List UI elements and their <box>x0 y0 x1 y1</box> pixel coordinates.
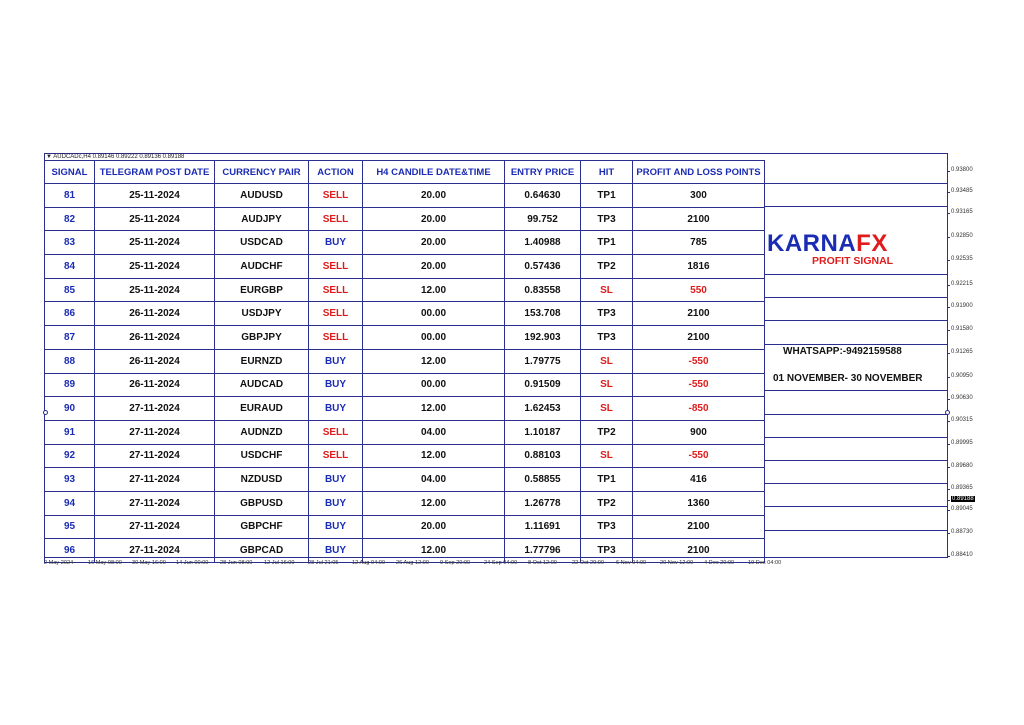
post-date: 27-11-2024 <box>95 491 215 515</box>
time-tick: 6 Nov 04:00 <box>616 560 647 566</box>
price-tick: 0.93165 <box>951 209 973 215</box>
entry-price: 1.40988 <box>505 231 581 255</box>
post-date: 27-11-2024 <box>95 397 215 421</box>
action: BUY <box>309 349 363 373</box>
time-tick: 2 May 2024 <box>44 560 74 566</box>
table-row <box>45 255 765 279</box>
action: SELL <box>309 326 363 350</box>
signal-number: 91 <box>45 420 95 444</box>
hit-status: TP3 <box>581 515 633 539</box>
price-tick: 0.92850 <box>951 233 973 239</box>
action: BUY <box>309 539 363 563</box>
column-header: HIT <box>581 161 633 184</box>
price-tick: 0.88730 <box>951 529 973 535</box>
table-row <box>45 278 765 302</box>
price-tick: 0.92215 <box>951 281 973 287</box>
post-date: 25-11-2024 <box>95 207 215 231</box>
time-tick: 19 Dec 04:00 <box>748 560 782 566</box>
post-date: 25-11-2024 <box>95 231 215 255</box>
price-tick: 0.91580 <box>951 326 973 332</box>
currency-pair: GBPUSD <box>215 491 309 515</box>
column-header: CURRENCY PAIR <box>215 161 309 184</box>
divider <box>764 274 948 275</box>
points: 300 <box>633 184 765 208</box>
time-tick: 12 Aug 04:00 <box>352 560 385 566</box>
points: 416 <box>633 468 765 492</box>
post-date: 27-11-2024 <box>95 515 215 539</box>
post-date: 26-11-2024 <box>95 373 215 397</box>
price-tick: 0.90630 <box>951 395 973 401</box>
signal-number: 86 <box>45 302 95 326</box>
hit-status: SL <box>581 278 633 302</box>
time-tick: 8 Oct 12:00 <box>528 560 557 566</box>
price-tick: 0.89045 <box>951 506 973 512</box>
points: 1816 <box>633 255 765 279</box>
post-date: 25-11-2024 <box>95 184 215 208</box>
currency-pair: AUDJPY <box>215 207 309 231</box>
points: -550 <box>633 444 765 468</box>
hit-status: SL <box>581 349 633 373</box>
action: SELL <box>309 302 363 326</box>
entry-price: 0.57436 <box>505 255 581 279</box>
candle-time: 04.00 <box>363 420 505 444</box>
currency-pair: EURAUD <box>215 397 309 421</box>
candle-time: 12.00 <box>363 539 505 563</box>
candle-time: 20.00 <box>363 184 505 208</box>
points: -550 <box>633 373 765 397</box>
brand-logo <box>767 230 888 258</box>
points: -850 <box>633 397 765 421</box>
time-tick: 22 Oct 20:00 <box>572 560 605 566</box>
price-tick: 0.92535 <box>951 256 973 262</box>
action: BUY <box>309 397 363 421</box>
time-tick: 28 Jul 21:05 <box>308 560 339 566</box>
points: 900 <box>633 420 765 444</box>
signal-number: 95 <box>45 515 95 539</box>
time-tick: 16 May 08:00 <box>88 560 122 566</box>
price-tick: 0.89680 <box>951 463 973 469</box>
divider <box>764 183 948 184</box>
price-tick: 0.88410 <box>951 552 973 558</box>
candle-time: 00.00 <box>363 302 505 326</box>
currency-pair: EURNZD <box>215 349 309 373</box>
brand-column <box>764 160 948 558</box>
time-tick: 28 Jun 08:00 <box>220 560 253 566</box>
points: 2100 <box>633 302 765 326</box>
candle-time: 12.00 <box>363 444 505 468</box>
price-tick: 0.93800 <box>951 167 973 173</box>
currency-pair: EURGBP <box>215 278 309 302</box>
hit-status: TP3 <box>581 207 633 231</box>
entry-price: 1.77796 <box>505 539 581 563</box>
hit-status: SL <box>581 373 633 397</box>
currency-pair: AUDNZD <box>215 420 309 444</box>
currency-pair: USDJPY <box>215 302 309 326</box>
signal-number: 89 <box>45 373 95 397</box>
points: 1360 <box>633 491 765 515</box>
hit-status: TP2 <box>581 491 633 515</box>
post-date: 27-11-2024 <box>95 444 215 468</box>
entry-price: 99.752 <box>505 207 581 231</box>
points: 2100 <box>633 207 765 231</box>
signals-table <box>44 160 765 563</box>
table-row <box>45 373 765 397</box>
currency-pair: AUDUSD <box>215 184 309 208</box>
action: SELL <box>309 278 363 302</box>
signal-number: 82 <box>45 207 95 231</box>
signal-number: 88 <box>45 349 95 373</box>
points: 2100 <box>633 515 765 539</box>
entry-price: 1.26778 <box>505 491 581 515</box>
points: 2100 <box>633 539 765 563</box>
price-tick: 0.90315 <box>951 417 973 423</box>
candle-time: 20.00 <box>363 231 505 255</box>
brand-name-part1: KARNA <box>767 230 857 257</box>
post-date: 27-11-2024 <box>95 468 215 492</box>
signal-number: 87 <box>45 326 95 350</box>
entry-price: 1.11691 <box>505 515 581 539</box>
divider <box>764 460 948 461</box>
table-row <box>45 468 765 492</box>
table-row <box>45 302 765 326</box>
table-row <box>45 231 765 255</box>
action: BUY <box>309 515 363 539</box>
time-tick: 12 Jul 16:00 <box>264 560 295 566</box>
table-row <box>45 207 765 231</box>
post-date: 26-11-2024 <box>95 302 215 326</box>
table-row <box>45 397 765 421</box>
action: BUY <box>309 468 363 492</box>
candle-time: 00.00 <box>363 373 505 397</box>
entry-price: 0.58855 <box>505 468 581 492</box>
column-header: H4 CANDILE DATE&TIME <box>363 161 505 184</box>
report-period: 01 NOVEMBER- 30 NOVEMBER <box>773 373 923 384</box>
time-tick: 9 Sep 20:00 <box>440 560 471 566</box>
time-tick: 14 Jun 00:00 <box>176 560 209 566</box>
divider <box>764 414 948 415</box>
entry-price: 0.88103 <box>505 444 581 468</box>
candle-time: 20.00 <box>363 255 505 279</box>
currency-pair: GBPJPY <box>215 326 309 350</box>
entry-price: 0.83558 <box>505 278 581 302</box>
column-header: ENTRY PRICE <box>505 161 581 184</box>
action: SELL <box>309 255 363 279</box>
divider <box>764 206 948 207</box>
points: 2100 <box>633 326 765 350</box>
table-row <box>45 349 765 373</box>
currency-pair: NZDUSD <box>215 468 309 492</box>
signal-number: 81 <box>45 184 95 208</box>
hit-status: TP1 <box>581 231 633 255</box>
points: 785 <box>633 231 765 255</box>
divider <box>764 483 948 484</box>
table-row <box>45 444 765 468</box>
time-tick: 4 Dec 20:00 <box>704 560 735 566</box>
column-header: TELEGRAM POST DATE <box>95 161 215 184</box>
candle-time: 12.00 <box>363 349 505 373</box>
table-row <box>45 326 765 350</box>
currency-pair: USDCHF <box>215 444 309 468</box>
entry-price: 153.708 <box>505 302 581 326</box>
price-tick: 0.89995 <box>951 440 973 446</box>
hit-status: TP3 <box>581 326 633 350</box>
entry-price: 0.64630 <box>505 184 581 208</box>
signal-number: 83 <box>45 231 95 255</box>
action: BUY <box>309 373 363 397</box>
divider <box>764 506 948 507</box>
signal-number: 93 <box>45 468 95 492</box>
action: BUY <box>309 491 363 515</box>
signal-number: 90 <box>45 397 95 421</box>
action: SELL <box>309 207 363 231</box>
signal-number: 84 <box>45 255 95 279</box>
hit-status: TP1 <box>581 184 633 208</box>
time-axis <box>44 560 948 570</box>
currency-pair: AUDCHF <box>215 255 309 279</box>
hit-status: TP3 <box>581 539 633 563</box>
entry-price: 1.62453 <box>505 397 581 421</box>
price-tick: 0.91900 <box>951 303 973 309</box>
candle-time: 20.00 <box>363 207 505 231</box>
signal-number: 96 <box>45 539 95 563</box>
brand-tagline: PROFIT SIGNAL <box>812 255 894 267</box>
divider <box>764 390 948 391</box>
price-axis <box>948 153 988 558</box>
post-date: 26-11-2024 <box>95 326 215 350</box>
entry-price: 192.903 <box>505 326 581 350</box>
entry-price: 0.91509 <box>505 373 581 397</box>
table-row <box>45 491 765 515</box>
hit-status: SL <box>581 397 633 421</box>
table-header-row <box>45 161 765 184</box>
signal-number: 92 <box>45 444 95 468</box>
action: SELL <box>309 184 363 208</box>
post-date: 27-11-2024 <box>95 539 215 563</box>
action: SELL <box>309 420 363 444</box>
candle-time: 12.00 <box>363 491 505 515</box>
hit-status: TP1 <box>581 468 633 492</box>
currency-pair: GBPCAD <box>215 539 309 563</box>
table-body <box>45 184 765 563</box>
currency-pair: AUDCAD <box>215 373 309 397</box>
signal-number: 85 <box>45 278 95 302</box>
currency-pair: GBPCHF <box>215 515 309 539</box>
column-header: ACTION <box>309 161 363 184</box>
price-tick: 0.93485 <box>951 188 973 194</box>
candle-time: 00.00 <box>363 326 505 350</box>
hit-status: SL <box>581 444 633 468</box>
candle-time: 12.00 <box>363 397 505 421</box>
table-row <box>45 539 765 563</box>
table-row <box>45 515 765 539</box>
time-tick: 26 Aug 12:00 <box>396 560 429 566</box>
time-tick: 30 May 16:00 <box>132 560 166 566</box>
table-row <box>45 420 765 444</box>
action: SELL <box>309 444 363 468</box>
column-header: SIGNAL <box>45 161 95 184</box>
signal-number: 94 <box>45 491 95 515</box>
price-tick: 0.89365 <box>951 485 973 491</box>
column-header: PROFIT AND LOSS POINTS <box>633 161 765 184</box>
whatsapp-contact: WHATSAPP:-9492159588 <box>783 346 902 357</box>
post-date: 27-11-2024 <box>95 420 215 444</box>
divider <box>764 530 948 531</box>
entry-price: 1.10187 <box>505 420 581 444</box>
candle-time: 20.00 <box>363 515 505 539</box>
divider <box>764 320 948 321</box>
divider <box>764 344 948 345</box>
divider <box>764 297 948 298</box>
entry-price: 1.79775 <box>505 349 581 373</box>
post-date: 25-11-2024 <box>95 278 215 302</box>
action: BUY <box>309 231 363 255</box>
candle-time: 04.00 <box>363 468 505 492</box>
price-tick: 0.91265 <box>951 349 973 355</box>
divider <box>764 437 948 438</box>
post-date: 25-11-2024 <box>95 255 215 279</box>
chart-symbol-header: ▼ AUDCADc,H4 0.89146 0.89222 0.89136 0.89188 <box>46 154 185 160</box>
time-tick: 24 Sep 04:00 <box>484 560 518 566</box>
hit-status: TP2 <box>581 420 633 444</box>
table-row <box>45 184 765 208</box>
post-date: 26-11-2024 <box>95 349 215 373</box>
points: 550 <box>633 278 765 302</box>
price-tick: 0.89188 <box>952 496 974 502</box>
currency-pair: USDCAD <box>215 231 309 255</box>
hit-status: TP3 <box>581 302 633 326</box>
candle-time: 12.00 <box>363 278 505 302</box>
price-tick: 0.90950 <box>951 373 973 379</box>
hit-status: TP2 <box>581 255 633 279</box>
points: -550 <box>633 349 765 373</box>
brand-name-part2: FX <box>856 230 888 257</box>
marker-icon <box>43 410 48 415</box>
time-tick: 20 Nov 12:00 <box>660 560 694 566</box>
